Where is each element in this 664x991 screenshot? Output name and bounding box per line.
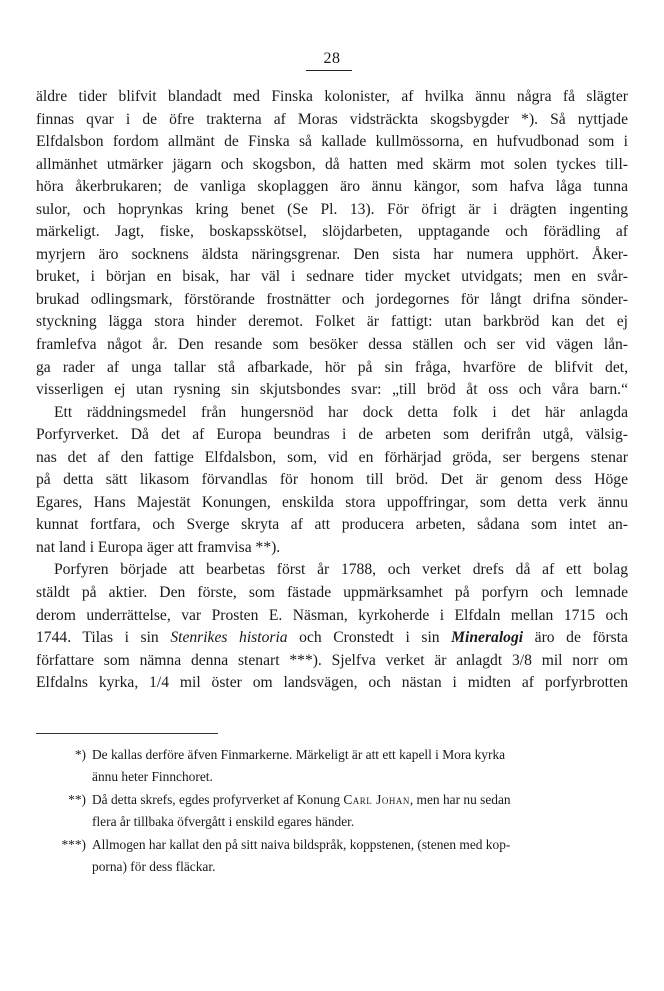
paragraph-3 — [36, 559, 628, 694]
text-line: sulor, och hoprynkas kring benet (Se Pl. 13). För öfrigt är i drägten ingenting — [36, 200, 628, 218]
text-line: stäldt på aktier. Den förste, som fästade uppmärksamhet på porfyrn och lemnade — [36, 584, 628, 602]
text-line: kunnat fortfara, och Sverge skryta af att producera arbeten, sådana som intet an- — [36, 516, 628, 534]
book-title-mineralogi: Mineralogi — [451, 629, 524, 647]
text-fragment: Då detta skrefs, egdes profyrverket af Konung — [92, 792, 344, 807]
paragraph-1 — [36, 86, 628, 402]
text-fragment: 1744. Tilas i sin — [36, 629, 159, 647]
footnote-rule — [36, 733, 218, 734]
page-number: 28 — [323, 50, 341, 67]
footnote-text — [92, 744, 628, 787]
text-line: brukad odlingsmark, förstörande frostnätter och jordegornes för långt drifna sönder- — [36, 290, 628, 308]
text-line: höra åkerbrukaren; de vanliga skoplaggen äro ännu kängor, som hafva låga tunna — [36, 178, 628, 196]
text-fragment: och Cronstedt i sin — [287, 629, 452, 647]
footnote-line — [92, 789, 628, 811]
text-line — [36, 627, 628, 650]
text-line: nas det af den fattige Elfdalsbon, som, vid en förhärjad gröda, ser bergens stenar — [36, 448, 628, 466]
footnotes — [36, 744, 628, 879]
footnote-3 — [36, 834, 628, 877]
text-fragment: , men har nu sedan — [409, 792, 511, 807]
footnote-1 — [36, 744, 628, 787]
footnote-line: De kallas derföre äfven Finmarkerne. Märkeligt är att ett kapell i Mora kyrka — [92, 747, 506, 762]
text-fragment: äro de första — [523, 629, 628, 647]
text-line: märkeligt. Jagt, fiske, boskapsskötsel, slöjdarbeten, upptagande och förädling af — [36, 223, 628, 241]
body-text — [36, 86, 628, 695]
footnote-text — [92, 789, 628, 832]
paragraph-2 — [36, 402, 628, 560]
text-line: författare som nämna denna stenart ***). Sjelfva verket är anlagdt 3/8 mil norr om — [36, 651, 628, 669]
text-line: Ett räddningsmedel från hungersnöd har dock detta folk i det här anlagda — [54, 403, 628, 421]
footnote-line: flera år tillbaka öfvergått i enskild egares händer. — [92, 813, 355, 829]
text-line: äldre tider blifvit blandadt med Finska kolonister, af hvilka ännu några få slägter — [36, 88, 628, 105]
text-line: finnas qvar i de öfre trakterna af Moras vidsträckta skogsbygder *). Så nyttjade — [36, 110, 628, 128]
footnote-mark: ***) — [61, 837, 86, 852]
text-line: nat land i Europa äger att framvisa **). — [36, 538, 281, 556]
footnote-line: ännu heter Finnchoret. — [92, 768, 213, 784]
king-name: Carl Johan — [343, 792, 410, 807]
text-line: ga rader af unga tallar stå afbarkade, hör på sin fråga, hvarföre de blifvit det, — [36, 358, 628, 376]
footnote-mark: *) — [74, 747, 86, 762]
text-line: Elfdalns kyrka, 1/4 mil öster om landsvägen, och nästan i midten af porfyrbrotten — [36, 674, 628, 692]
text-line: myrjern äro socknens äldsta näringsgrenar. Den sista har numera upphört. Åker- — [36, 245, 628, 263]
text-line: allmänhet utmärker jägarn och skogsbon, då hatten med skärm mot solen tyckes till- — [36, 155, 628, 173]
footnote-line: porna) för dess fläckar. — [92, 858, 216, 874]
header-rule — [306, 70, 352, 71]
text-line: styckning lägga stora hinder deremot. Folket är fattigt: utan barkbröd kan det ej — [36, 313, 628, 331]
text-line: på detta sätt likasom förvandlas för honom till bröd. Det är genom dess Höge — [36, 471, 628, 489]
footnote-line: Allmogen har kallat den på sitt naiva bildspråk, koppstenen, (stenen med kop- — [92, 837, 511, 852]
text-line: Porfyren började att bearbetas först år 1788, och verket drefs då af ett bolag — [54, 561, 628, 579]
text-line: Porfyrverket. Då det af Europa beundras i de arbeten som derifrån utgå, välsig- — [36, 426, 628, 444]
footnote-2 — [36, 789, 628, 832]
text-line: Elfdalsbon fordom allmänt de Finska så kallade kullmössorna, en hufvudbonad som i — [36, 133, 628, 151]
text-line: derom underrättelse, var Prosten E. Näsman, kyrkoherde i Elfdaln mellan 1715 och — [36, 606, 628, 624]
text-line: visserligen ej utan rysning sin skjutsbondes svar: „till bröd åt oss och våra barn.“ — [36, 381, 628, 399]
text-line: Egares, Hans Majestät Konungen, enskilda stora uppoffringar, som detta verk ännu — [36, 493, 628, 511]
footnote-mark: **) — [68, 792, 86, 807]
text-line: framlefva något år. Den resande som besöker dessa ställen och ser vid vägen lån- — [36, 336, 628, 354]
book-title-stenrikes-historia: Stenrikes historia — [170, 629, 288, 647]
text-line: bruket, i början en bisak, har väl i sednare tider mycket utvidgats; men en svår- — [36, 268, 628, 286]
footnote-text — [92, 834, 628, 877]
